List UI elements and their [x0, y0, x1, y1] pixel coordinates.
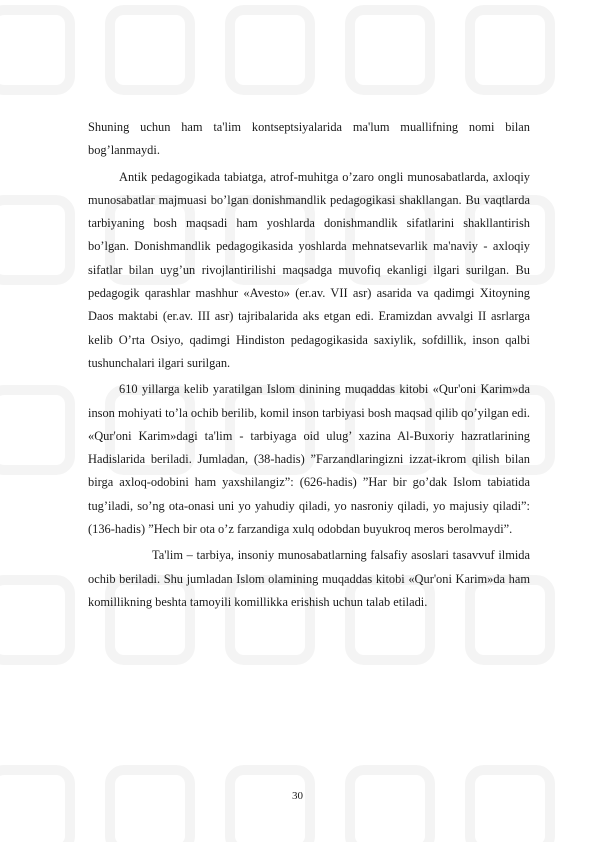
paragraph-antik-pedagogy: Antik pedagogikada tabiatga, atrof-muhitga o’zaro ongli munosabatlarda, axloqiy munosabatlar majmuasi bo’lgan donishmandlik pedagogikasi shakllangan. Bu vaqtlarda tarbiyaning bosh maqsadi ham yoshlarda donishmandlik sifatlarini shakllantirish bo’lgan. Donishmandlik pedagogikasida yoshlarda mehnatsevarlik ma'naviy - axloqiy sifatlar bilan uyg’un rivojlantirilishi maqsadga muvofiq ekanligi ilgari surilgan. Bu pedagogik qarashlar mashhur «Avesto» (er.av. VII asr) asarida va qadimgi Xitoyning Daos maktabi (er.av. III asr) tajribalarida aks etgan edi. Eramizdan avvalgi II asrlarga kelib O’rta Osiyo, qadimgi Hindiston pedagogikasida saxiylik, sofdillik, inson qalbi tushunchalari ilgari surilgan.: [88, 169, 530, 370]
paragraph-islom: 610 yillarga kelib yaratilgan Islom dinining muqaddas kitobi «Qur'oni Karim»da inson mohiyati to’la ochib berilib, komil inson tarbiyasi bosh maqsad qilib qo’yilgan edi. «Qur'oni Karim»dagi ta'lim - tarbiyaga oid ulug’ xazina Al-Buxoriy hazratlarining Hadislarida beriladi. Jumladan, (38-hadis) ”Farzandlaringizni izzat-ikrom qilish bilan birga axloq-odobini ham yaxshilangiz”: (626-hadis) ”Har bir go’dak Islom tabiatida tug’iladi, so’ng ota-onasi uni yo yahudiy qiladi, yo nasroniy qiladi, yo majusiy qiladi”: (136-hadis) ”Hech bir ota o’z farzandiga xulq odobdan buyukroq meros berolmaydi”.: [88, 382, 530, 537]
paragraph-tasavvuf: Ta'lim – tarbiya, insoniy munosabatlarning falsafiy asoslari tasavvuf ilmida ochib beriladi. Shu jumladan Islom olamining muqaddas kitobi «Qur'oni Karim»da ham komillikning beshta tamoyili komillikka erishish uchun talab etiladi.: [88, 548, 530, 609]
document-body: [88, 116, 530, 614]
paragraph-intro: Shuning uchun ham ta'lim kontseptsiyalarida ma'lum muallifning nomi bilan bog’lanmaydi.: [88, 120, 530, 158]
page-number: 30: [292, 790, 303, 802]
